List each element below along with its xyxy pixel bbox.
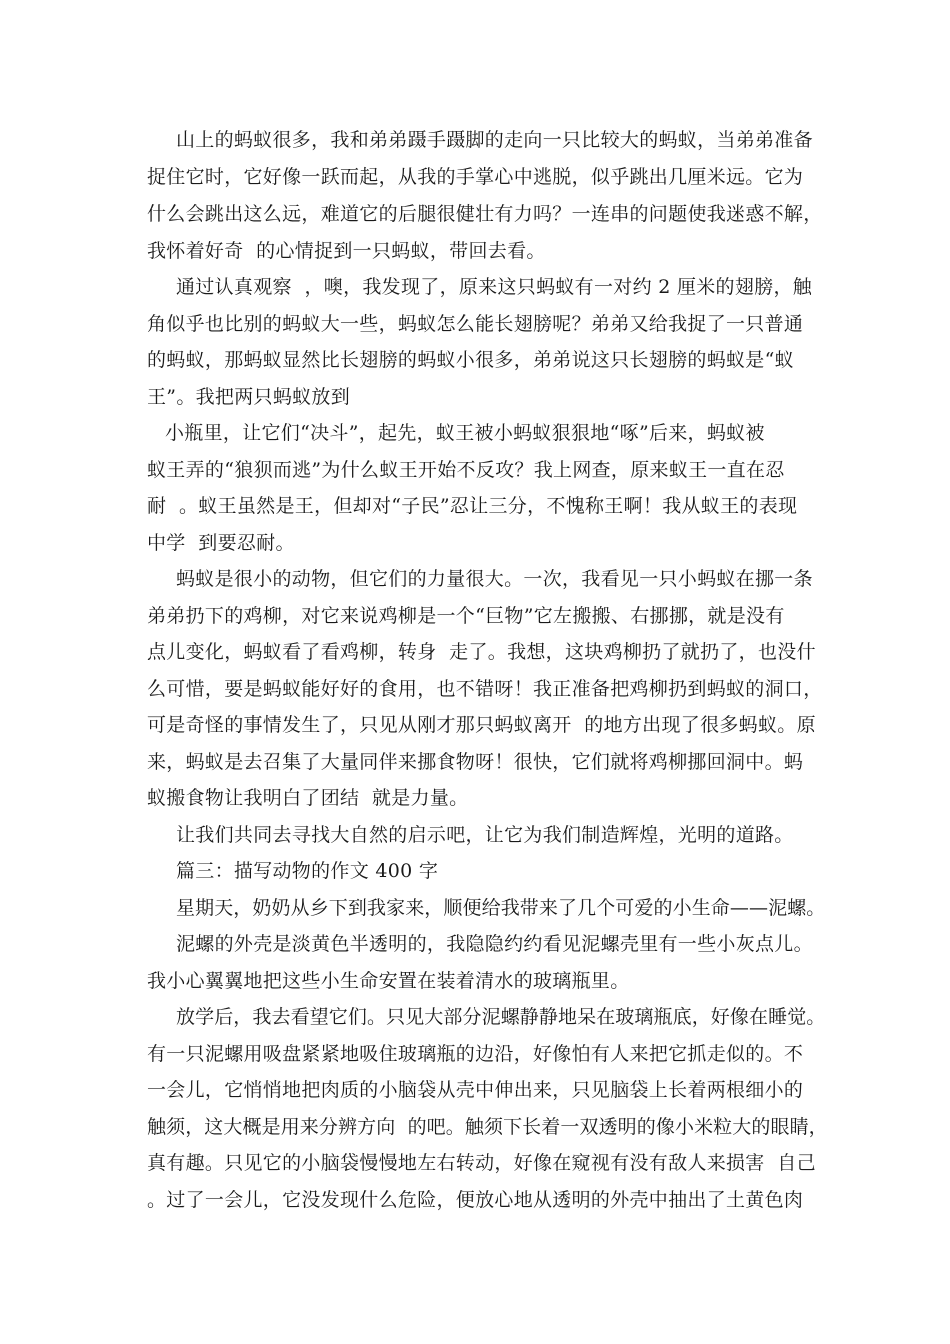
text-line: 小瓶里，让它们“决斗”，起先，蚁王被小蚂蚁狠狠地“啄”后来，蚂蚁被	[165, 422, 765, 444]
text-line: 弟弟扔下的鸡柳，对它来说鸡柳是一个“巨物”它左搬搬、右挪挪，就是没有	[147, 605, 785, 627]
text-line: 我怀着好奇 的心情捉到一只蚂蚁，带回去看。	[147, 240, 546, 262]
text-line: 来，蚂蚁是去召集了大量同伴来挪食物呀！很快，它们就将鸡柳挪回洞中。蚂	[147, 751, 804, 773]
text-line: 中学 到要忍耐。	[147, 532, 295, 554]
text-line: 泥螺的外壳是淡黄色半透明的，我隐隐约约看见泥螺壳里有一些小灰点儿。	[176, 933, 813, 955]
text-line: 耐 。蚁王虽然是王，但却对“子民”忍让三分，不愧称王啊！我从蚁王的表现	[147, 495, 798, 517]
text-line: 放学后，我去看望它们。只见大部分泥螺静静地呆在玻璃瓶底，好像在睡觉。	[176, 1006, 826, 1028]
text-line: 点儿变化，蚂蚁看了看鸡柳，转身 走了。我想，这块鸡柳扔了就扔了，也没什	[147, 641, 816, 663]
text-line: 王”。我把两只蚂蚁放到	[147, 386, 351, 408]
text-line: 蚁搬食物让我明白了团结 就是力量。	[147, 787, 469, 809]
text-line: 我小心翼翼地把这些小生命安置在装着清水的玻璃瓶里。	[147, 970, 630, 992]
section-heading: 篇三：描写动物的作文 400 字	[176, 860, 439, 882]
text-line: 的蚂蚁，那蚂蚁显然比长翅膀的蚂蚁小很多，弟弟说这只长翅膀的蚂蚁是“蚁	[147, 349, 794, 371]
text-line: 捉住它时，它好像一跃而起，从我的手掌心中逃脱，似乎跳出几厘米远。它为	[147, 166, 804, 188]
text-line: 山上的蚂蚁很多，我和弟弟蹑手蹑脚的走向一只比较大的蚂蚁，当弟弟准备	[176, 129, 813, 151]
text-line: 通过认真观察 ，噢，我发现了，原来这只蚂蚁有一对约 2 厘米的翅膀，触	[176, 276, 813, 298]
text-line: 可是奇怪的事情发生了，只见从刚才那只蚂蚁离开 的地方出现了很多蚂蚁。原	[147, 714, 816, 736]
text-line: 星期天，奶奶从乡下到我家来，顺便给我带来了几个可爱的小生命——泥螺。	[176, 897, 826, 919]
text-line: 蚁王弄的“狼狈而逃”为什么蚁王开始不反攻？我上网查，原来蚁王一直在忍	[147, 459, 785, 481]
text-line: 么可惜，要是蚂蚁能好好的食用，也不错呀！我正准备把鸡柳扔到蚂蚁的洞口，	[147, 678, 823, 700]
text-line: 真有趣。只见它的小脑袋慢慢地左右转动，好像在窥视有没有敌人来损害 自己	[147, 1152, 816, 1174]
text-line: 触须，这大概是用来分辨方向 的吧。触须下长着一双透明的像小米粒大的眼睛，	[147, 1116, 828, 1138]
text-line: 让我们共同去寻找大自然的启示吧，让它为我们制造辉煌，光明的道路。	[176, 824, 794, 846]
text-line: 蚂蚁是很小的动物，但它们的力量很大。一次，我看见一只小蚂蚁在挪一条	[176, 568, 813, 590]
text-line: 什么会跳出这么远，难道它的后腿很健壮有力吗？一连串的问题使我迷惑不解，	[147, 203, 823, 225]
text-line: 角似乎也比别的蚂蚁大一些，蚂蚁怎么能长翅膀呢？弟弟又给我捉了一只普通	[147, 313, 804, 335]
text-line: 一会儿，它悄悄地把肉质的小脑袋从壳中伸出来，只见脑袋上长着两根细小的	[147, 1079, 804, 1101]
text-line: 有一只泥螺用吸盘紧紧地吸住玻璃瓶的边沿，好像怕有人来把它抓走似的。不	[147, 1043, 804, 1065]
text-line: 。过了一会儿，它没发现什么危险，便放心地从透明的外壳中抽出了土黄色肉	[147, 1189, 804, 1211]
